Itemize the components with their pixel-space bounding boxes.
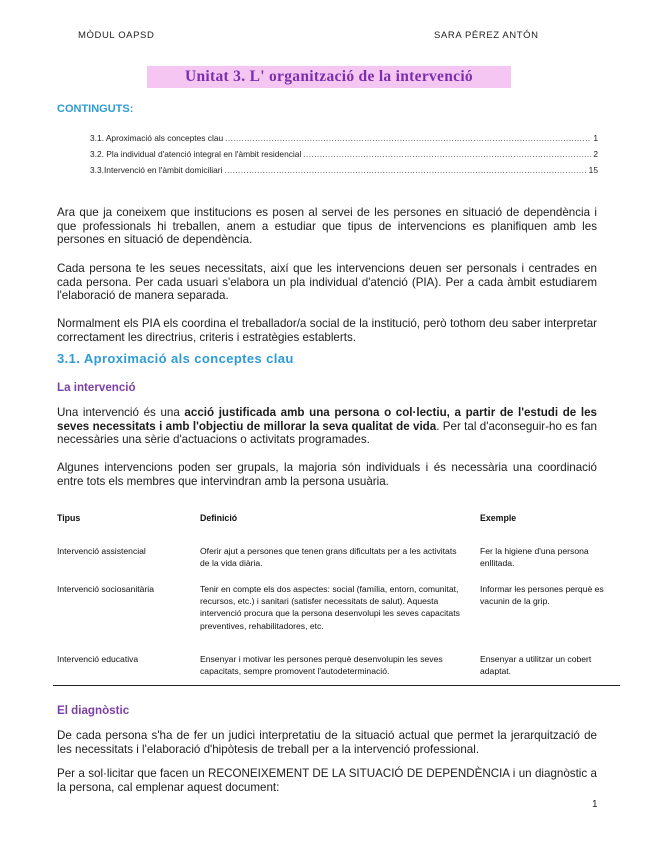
- table-cell-exemple: Informar les persones perquè es vacunin de la grip.: [480, 584, 604, 607]
- table-cell-tipus: Intervenció educativa: [57, 654, 139, 664]
- toc-page: 1: [593, 133, 598, 143]
- diagnostic-paragraph: De cada persona s'ha de fer un judici interpretatiu de la situació actual que permet la jerarquització de les necessitats i l'elaboració d'hipòtesis de treball per a la intervenció professional.: [57, 729, 597, 756]
- toc-leader: [303, 149, 591, 159]
- table-cell-exemple: Ensenyar a utilitzar un cobert adaptat.: [480, 654, 592, 677]
- subheading-intervencio: La intervenció: [57, 381, 136, 394]
- table-cell-definicio: Ensenyar i motivar les persones perquè desenvolupin les seves capacitats, sempre promovent l'autodeterminació.: [200, 654, 443, 677]
- toc-page: 15: [588, 165, 598, 175]
- table-header-tipus: Tipus: [57, 513, 81, 523]
- table-bottom-rule: [53, 685, 620, 686]
- table-cell-exemple: Fer la higiene d'una persona enllitada.: [480, 546, 589, 569]
- intro-paragraph: Ara que ja coneixem que institucions es posen al servei de les persones en situació de dependència i que professionals hi treballen, anem a estudiar que tipus de intervencions es planifiquen amb les persones en situació de dependència.: [57, 206, 597, 246]
- table-cell-definicio: Tenir en compte els dos aspectes: social (família, entorn, comunitat, recursos, etc.) i sanitari (satisfer necessitats de salut). Aquesta intervenció procura que la persona desenvolupi les seves capacitats preventives, rehabilitadores, etc.: [200, 584, 460, 631]
- diagnostic-paragraph-2: Per a sol·licitar que facen un RECONEIXEMENT DE LA SITUACIÓ DE DEPENDÈNCIA i un diagnòstic a la persona, cal emplenar aquest document:: [57, 767, 597, 794]
- page-number: 1: [592, 799, 598, 810]
- toc-entry[interactable]: [90, 133, 598, 143]
- intervencio-definition: acció justificada amb una persona o col·lectiu, a partir de l'estudi de les seves necessitats i amb l'objectiu de millorar la seva qualitat de vida: [57, 406, 597, 433]
- toc-entry[interactable]: [90, 149, 598, 159]
- header-module: MÒDUL OAPSD: [78, 30, 155, 41]
- table-cell-tipus: Intervenció sociosanitària: [57, 584, 154, 594]
- header-author: SARA PÉREZ ANTÓN: [434, 30, 539, 41]
- toc-label: 3.2. Pla individual d'atenció integral en l'àmbit residencial: [90, 149, 302, 159]
- table-cell-tipus: Intervenció assistencial: [57, 546, 146, 556]
- table-header-exemple: Exemple: [480, 513, 517, 523]
- intervencio-paragraph: Una intervenció és una acció justificada amb una persona o col·lectiu, a partir de l'estudi de les seves necessitats i amb l'objectiu de millorar la seva qualitat de vida. Per tal d'aconseguir-ho es fan necessàries una sèrie d'actuacions o activitats programades.: [57, 406, 597, 446]
- section-heading: 3.1. Aproximació als conceptes clau: [57, 351, 294, 366]
- table-header-definicio: Definició: [200, 513, 238, 523]
- subheading-diagnostic: El diagnòstic: [57, 704, 130, 717]
- toc-leader: [224, 165, 586, 175]
- toc-label: 3.3.Intervenció en l'àmbit domiciliari: [90, 165, 223, 175]
- intervencio-paragraph-2: Algunes intervencions poden ser grupals, la majoria són individuals i és necessària una coordinació entre tots els membres que intervindran amb la persona usuària.: [57, 461, 597, 488]
- toc-leader: [225, 133, 591, 143]
- table-cell-definicio: Oferir ajut a persones que tenen grans dificultats per a les activitats de la vida diària.: [200, 546, 457, 569]
- toc-entry[interactable]: [90, 165, 598, 175]
- contents-heading: CONTINGUTS:: [57, 103, 134, 115]
- unit-title: Unitat 3. L' organització de la intervenció: [147, 66, 511, 88]
- intro-paragraph: Normalment els PIA els coordina el treballador/a social de la institució, però tothom deu saber interpretar correctament les directrius, criteris i estratègies establerts.: [57, 317, 597, 344]
- toc-page: 2: [593, 149, 598, 159]
- intro-paragraph: Cada persona te les seues necessitats, així que les intervencions deuen ser personals i centrades en cada persona. Per cada usuari s'elabora un pla individual d'atenció (PIA). Per a cada àmbit estudiarem l'elaboració de manera separada.: [57, 262, 597, 302]
- toc-label: 3.1. Aproximació als conceptes clau: [90, 133, 224, 143]
